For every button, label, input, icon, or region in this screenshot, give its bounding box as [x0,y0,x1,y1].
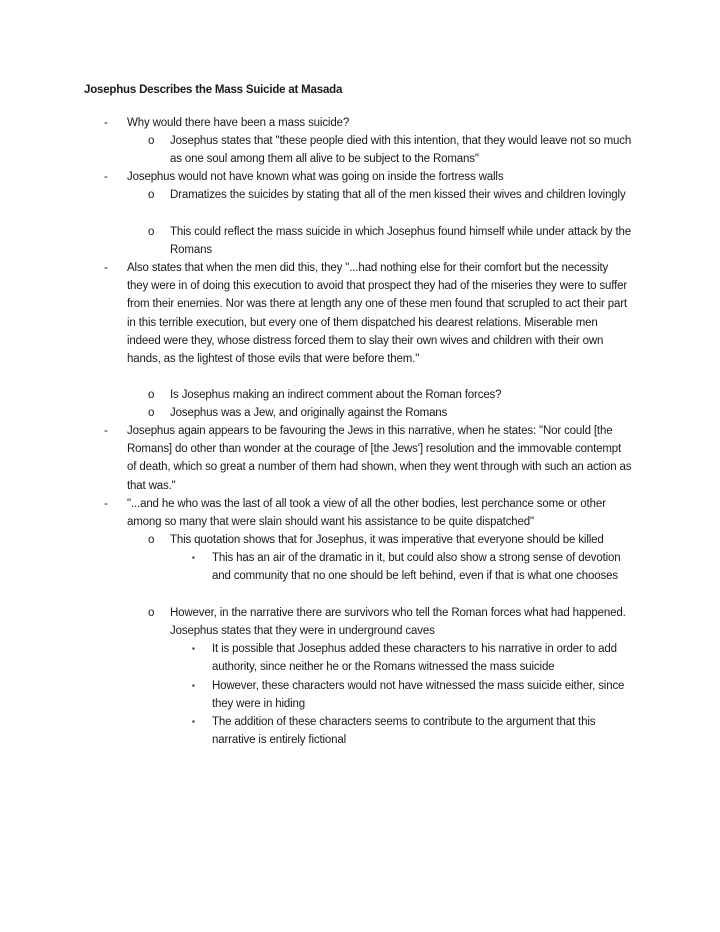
square-bullet: ▪ [192,717,195,726]
sub-sub-bullet-item: This has an air of the dramatic in it, but could also show a strong sense of devotion and community that no one should be left behind, even if that is what one chooses [212,552,621,583]
bullet-item: Also states that when the men did this, they "...had nothing else for their comfort but the necessity they were in of doing this execution to avoid that prospect they had of the miseries they were to suffer from their enemies. Nor was there at length any one of these men found that scrupled to act their part in this terrible execution, but every one of them dispatched his dearest relations. Miserable men indeed were they, whose distress forced them to slay their own wives and children with their own hands, as the lightest of those evils that were before them." [127,262,628,366]
sub-sub-bullet-item: However, these characters would not have witnessed the mass suicide either, since they were in hiding [212,680,625,711]
circle-bullet: o [148,189,155,201]
circle-bullet: o [148,389,155,401]
bullet-item: Josephus would not have known what was going on inside the fortress walls [127,171,504,183]
square-bullet: ▪ [192,681,195,690]
circle-bullet: o [148,407,155,419]
sub-bullet-item: Josephus states that "these people died with this intention, that they would leave not so much as one soul among them all alive to be subject to the Romans" [170,135,632,166]
dash-bullet: - [104,498,108,510]
sub-bullet-item: This could reflect the mass suicide in which Josephus found himself while under attack by the Romans [170,226,631,257]
bullet-item: Why would there have been a mass suicide? [127,117,350,129]
dash-bullet: - [104,425,108,437]
circle-bullet: o [148,607,155,619]
sub-sub-bullet-item: The addition of these characters seems to contribute to the argument that this narrative is entirely fictional [212,716,596,747]
circle-bullet: o [148,226,155,238]
circle-bullet: o [148,135,155,147]
sub-bullet-item: Dramatizes the suicides by stating that all of the men kissed their wives and children lovingly [170,189,626,201]
square-bullet: ▪ [192,644,195,653]
dash-bullet: - [104,117,108,129]
document-title: Josephus Describes the Mass Suicide at Masada [84,84,343,96]
bullet-item: "...and he who was the last of all took a view of all the other bodies, lest perchance some or other among so many that were slain should want his assistance to be quite dispatched" [127,498,606,529]
sub-bullet-item: This quotation shows that for Josephus, it was imperative that everyone should be killed [170,534,604,546]
dash-bullet: - [104,262,108,274]
circle-bullet: o [148,534,155,546]
bullet-item: Josephus again appears to be favouring the Jews in this narrative, when he states: "Nor could [the Romans] do other than wonder at the courage of [the Jews'] resolution and the immovable contempt of death, which so great a number of them had shown, when they went through with such an action as that was." [127,425,632,492]
square-bullet: ▪ [192,553,195,562]
sub-sub-bullet-item: It is possible that Josephus added these characters to his narrative in order to add authority, since neither he or the Romans witnessed the mass suicide [212,643,617,674]
dash-bullet: - [104,171,108,183]
sub-bullet-item: Josephus was a Jew, and originally against the Romans [170,407,448,419]
sub-bullet-item: However, in the narrative there are survivors who tell the Roman forces what had happened. Josephus states that they were in underground caves [170,607,626,638]
sub-bullet-item: Is Josephus making an indirect comment about the Roman forces? [170,389,502,401]
